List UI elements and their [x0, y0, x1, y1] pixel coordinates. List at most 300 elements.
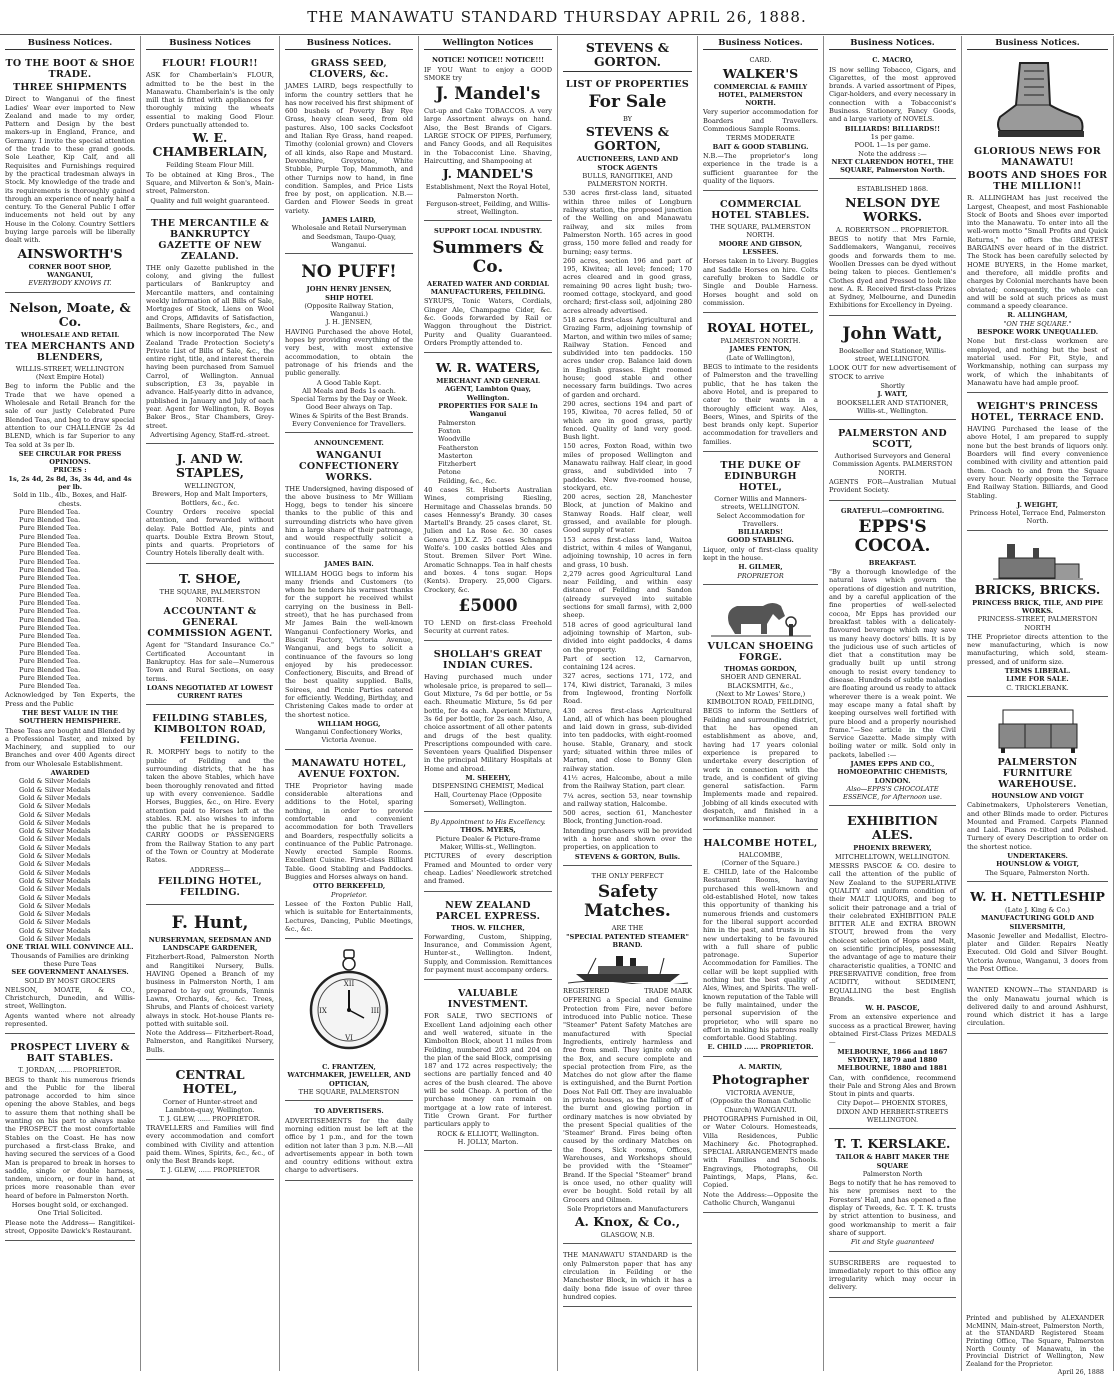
ad-ack: Acknowledged by Ten Experts, the Press and the Public [5, 691, 135, 708]
list-item: 260 acres, section 196 and part of 195, Kiwitea; all level; fenced; 170 acres cleared and in good grass, remaining 90 acres light bush; two-roomed cottage, stockyard, and good orchard; first-class soil, adjoining 280 acres already advertised. [563, 256, 692, 315]
list-item: Gold & Silver Medals [19, 918, 91, 927]
svg-text:III: III [370, 1007, 380, 1016]
ad-body: R. MORPHY begs to notify to the public of Feilding and the surrounding districts, that he has taken the above Stables, which have been thoroughly renovated and fitted up with every convenience. Saddle Horses, Buggies, &c., on Hire. Every attention paid to Horses left at the stables. R.M. also wishes to inform the public that he is prepared to CARRY GOODS or PASSENGERS from the Railway Station to any part of the Town or Country at Moderate Rates. [146, 748, 274, 865]
ad-epps-cocoa [829, 504, 956, 807]
ad-title: EPPS'S COCOA. [854, 516, 931, 556]
ad-john-watt [829, 319, 956, 420]
list-item: Gold & Silver Medals [19, 785, 91, 794]
ad-body: THE Proprietor directs attention to the new manufacturing, which is now manufacturing, which sold, steam-pressed, and of uniform size. [967, 632, 1108, 666]
ad-name: H. GILMER, [738, 563, 783, 572]
ad-agents: AGENTS FOR—Australian Mutual Provident Society. [829, 477, 956, 495]
ad-address: Please note the Address— Rangitikei-street, Opposite Dawick's Restaurant. [5, 1218, 135, 1235]
ad-role: PROPRIETOR [737, 571, 784, 580]
column-4 [419, 36, 558, 1371]
ad-liquor: Liquor, only of first-class quality kept in the house. [703, 545, 818, 563]
ad-sub: BREAKFAST. [868, 558, 917, 567]
ad-owner: T. J. GLEW, ...... PROPRIETOR. [159, 1114, 261, 1123]
list-item: Pure Blended Tea. [19, 532, 81, 541]
ad-body: SUBSCRIBERS are requested to immediately report to this office any irregularity which may occur in delivery. [829, 1258, 956, 1292]
ad-medals: MELBOURNE, 1866 and 1867 SYDNEY, 1879 and 1880 MELBOURNE, 1880 and 1881 [837, 1047, 948, 1073]
ad-agents: Agents wanted where not already represented. [5, 1011, 135, 1028]
ad-body: PICTURES of every description Framed and Mounted to order very cheap. Ladies' Needlework stretched and framed. [424, 852, 552, 886]
list-item: Pure Blended Tea. [19, 615, 81, 624]
list-item: Part of section 12, Carnarvon, containing 124 acres. [563, 654, 692, 672]
ad-quality: Quality and full weight guaranteed. [150, 196, 270, 205]
ad-tagline: EVERYBODY KNOWS IT. [28, 279, 112, 288]
list-item: Gold & Silver Medals [19, 876, 91, 885]
ad-body: Authorised Surveyors and General Commission Agents. PALMERSTON NORTH. [832, 452, 953, 477]
ad-ann: ANNOUNCEMENT. [314, 439, 384, 448]
ad-name: THOS. W. FILCHER, [451, 923, 525, 932]
list-item: Pure Blended Tea. [19, 516, 81, 525]
ad-stock: 40 cases St. Huberts Australian Wines, comprising Riesling, Hermitage and Chasselas brands. 50 cases Hennessy's Brandy. 30 cases Martell's Brandy. 25 cases claret, St. Julien and La Rose &c. 30 cases Geneva J.D.K.Z. 25 cases Schnapps Wolfe's. 100 casks bottled Ales and Stout. Bremen Silver Port Wine. Aromatic Schnapps. Tea in half chests and boxes. 4 tons sugar. Hops (Kents). Drapery. 25,000 Cigars. Crockery, &c. [424, 485, 552, 594]
ad-nettleship [967, 885, 1108, 979]
trade-mark-row [563, 987, 692, 995]
ad-body: Beg to inform the Public and the Trade that we have opened a Wholesale and Retail Branch for the sale of our justly Celebrated Pure Blended Teas, and beg to draw special attention to our CHALLENGE 2s 4d BLEND, which is far Superior to any Tea sold at 3s per lb. [5, 382, 135, 449]
ad-grass-seed [285, 53, 413, 254]
ad-title: MANAWATU HOTEL, AVENUE FOXTON. [291, 757, 407, 780]
list-item: Gold & Silver Medals [19, 810, 91, 819]
ad-lend: TO LEND on first-class Freehold Security at current rates. [424, 618, 552, 636]
ad-stabling: BAIT & GOOD STABLING. [712, 142, 809, 151]
list-item: Gold & Silver Medals [19, 926, 91, 935]
ad-mandel [424, 53, 552, 221]
list-item: Petone [438, 468, 461, 477]
ad-sign2: H. JOLLY, Marton. [457, 1137, 519, 1146]
ad-see: SEE CIRCULAR FOR PRESS OPINIONS. [18, 449, 122, 467]
ad-obtain: To be obtained at King Bros., The Square, and Milverton & Son's, Main-street, Palmerston. [146, 170, 274, 196]
ad-staples [146, 447, 274, 564]
ad-body: Fitzherbert-Road, Palmerston North and Rangitikei Nursery, Bulls. HAVING Opened a Branch of my business in Palmerston North, I am prepared to lay out grounds, Tennis Lawns, Orchards, &c., &c. Trees, Shrubs, and Plants of choicest variety always in stock. Hot-house Plants re-potted with suitable soil. [146, 953, 274, 1028]
ad-pre: THE ONLY PERFECT [591, 871, 664, 880]
ad-body: WANTED KNOWN—The STANDARD is the only Manawatu journal which is delivered daily to and around Ashhurst, round which district it has a large circulation. [967, 986, 1108, 1028]
list-item: Pure Blended Tea. [19, 599, 81, 608]
ad-sign: ROCK & ELLIOTT, Wellington. [436, 1129, 540, 1138]
ad-name: WALKER'S [722, 65, 799, 81]
list-item: 500 acres, section 61, Manchester Block, fronting Junction-road. [563, 809, 692, 826]
ad-duke-hotel [703, 455, 818, 585]
list-item: Pure Blended Tea. [19, 607, 81, 616]
ad-tshoe [146, 567, 274, 706]
masthead [0, 0, 1114, 35]
ad-fit: Fit and Style guaranteed [850, 1238, 935, 1247]
ad-late: (Late of Wellington), [726, 353, 795, 362]
medal-list [5, 777, 135, 943]
ad-firm: STEVENS & GORTON, [585, 124, 670, 154]
list-item: Pure Blended Tea. [19, 507, 81, 516]
ad-opp: (Opposite the Roman Catholic Church) WANGANUI. [710, 1097, 811, 1114]
column-8 [962, 36, 1114, 1371]
ad-registered: REGISTERED [563, 987, 610, 996]
ad-title: PALMERSTON AND SCOTT, [838, 428, 947, 451]
ad-subtitle: THREE SHIPMENTS [12, 82, 128, 94]
ad-name: J. Mandel's [435, 84, 541, 105]
ad-note: Note the address :— [858, 149, 927, 158]
ad-body2: None but first-class workmen are employed, and nothing but the best of material used. For Fit, Style, and Workmanship, nothing can surpass my work, of which the inhabitants of Manawatu have had ample proof. [967, 337, 1108, 387]
ad-trial: ONE TRIAL WILL CONVINCE ALL. [6, 943, 134, 952]
list-item: 153 acres first-class land, Waitoa district, within 4 miles of Wanganui, adjoining township, 10 acres in fern and grass, 10 bush. [563, 535, 692, 569]
ad-place: WELLINGTON, [184, 482, 236, 491]
list-item: Gold & Silver Medals [19, 802, 91, 811]
ad-title: FEILDING STABLES, KIMBOLTON ROAD, FEILDING. [152, 713, 268, 747]
ad-places: BULLS, RANGITIKEI, AND PALMERSTON NORTH. [582, 171, 673, 189]
ad-loc: Palmerston North [862, 1169, 923, 1178]
ad-loc: The Square, Palmerston North. [985, 868, 1090, 877]
ad-name: THOMAS GORDON, [724, 664, 797, 673]
ad-title: T. SHOE, [179, 570, 241, 586]
ad-boots: BOOTS AND SHOES FOR THE MILLION!! [967, 170, 1108, 193]
ad-sold-by: SOLD BY MOST GROCERS [24, 976, 116, 985]
ad-list-title: LIST OF PROPERTIES [565, 79, 690, 90]
ad-also: Also—EPPS'S CHOCOLATE ESSENCE, for Afternoon use. [843, 784, 942, 802]
ad-addr: ADDRESS— [189, 865, 231, 874]
ad-analysis: SEE GOVERNMENT ANALYSES. [11, 968, 129, 977]
list-item: 7¼ acres, section 53, near township and railway station, Halcombe. [563, 791, 692, 808]
ad-hotel: FEILDING HOTEL, FEILDING. [158, 875, 262, 898]
list-item: Pure Blended Tea. [19, 648, 81, 657]
ad-central-hotel [146, 1063, 274, 1180]
ad-title: ROYAL HOTEL, [707, 320, 814, 336]
ad-title: PROSPECT LIVERY & BAIT STABLES. [10, 1042, 130, 1065]
ad-body2: WILLIAM HOGG begs to inform his many friends and Customers (to whom he tenders his warmest thanks for the support he received whilst carrying on the business in Bell-street), that he has purchased from Mr James Bain the well-known Wanganui Confectionery Works, and Biscuit Factory, Victoria Avenue, Wanganui, and begs to solicit a continuance of the favours so long enjoyed by his predecessor. Confectionery, Biscuits, and Bread of the best quality supplied. Balls, Soirees, and Picnic Parties catered for efficiently. Wedding, Birthday, and Christening Cakes made to order at the shortest notice. [285, 569, 413, 719]
ad-title: THE DUKE OF EDINBURGH HOTEL, [720, 459, 801, 493]
ad-loc: Corner Willis and Manners-streets, WELLINGTON. [714, 494, 807, 512]
ad-undertakers: UNDERTAKERS. [1007, 852, 1068, 861]
list-item: Pure Blended Tea. [19, 574, 81, 583]
ad-body: R. ALLINGHAM has just received the Largest, Cheapest, and most Fashionable Stock of Boots and Shoes ever imported into the Manawatu. To enter into all the well-worn motto "Small Profits and Quick Returns," he offers the GREATEST BARGAINS ever heard of in the district. The Stock has been carefully selected by HOME BUYERS, in the Home market, and therefore, all middle profits and charges by Colonial merchants have been obviated; consequently, the whole can and will be sold at such prices as must command a speedy clearance. [967, 194, 1108, 311]
ad-shortly: Shortly [880, 381, 905, 390]
ad-owner2: T. J. GLEW, ...... PROPRIETOR [160, 1166, 260, 1175]
list-item: 518 acres first-class Agricultural and Grazing Farm, adjoining township of Marton, and within two miles of same; Railway Station. Fenced and subdivided into ten paddocks. 150 acres under crop. Balance laid down in English grasses. Eight roomed house; good stable and other necessary farm buildings. Two acres of garden and orchard. [563, 315, 692, 399]
svg-text:VI: VI [345, 1034, 353, 1043]
ad-loc: "ON THE SQUARE." [1003, 319, 1072, 328]
svg-text:IX: IX [319, 1007, 327, 1016]
ad-shop-name: AINSWORTH'S [17, 245, 123, 261]
ad-notice: NOTICE! NOTICE!! NOTICE!!! [431, 56, 545, 65]
ad-special: Special Terms by the Day or Week. [290, 395, 408, 404]
ad-lead: By Appointment to His Excellency. [430, 818, 546, 827]
ad-name: W. E. CHAMBERLAIN, [152, 130, 268, 160]
ad-lime: LIME FOR SALE. [1006, 675, 1069, 684]
ad-sign: W. H. PASCOE, [865, 1004, 920, 1013]
ad-furniture [967, 700, 1108, 882]
ad-body: TRAVELLERS and Families will find every accommodation and comfort combined with Civility and attention paid them. Wines, Spirits, &c., &c., of only the Best Brands kept. [146, 1123, 274, 1166]
list-item: 200 acres, section 28, Manchester Block, at junction of Makino and Stanway Roads. Half clear, well grassed, and available for plough. Good supply of water. [563, 493, 692, 535]
ad-shollah [424, 644, 552, 812]
list-item: 530 acres first-class land, situated within three miles of Longburn railway station, the proposed junction of the Welling on and Manawatu railway, and six miles from Palmerston North. 165 acres in good grass, 150 more felled and ready for burning; easy terms. [563, 189, 692, 256]
ad-title: THE MERCANTILE & BANKRUPTCY GAZETTE OF NEW ZEALAND. [151, 217, 269, 262]
ad-can: Can, with confidence, recommend their Pale and Strong Ales and Brown Stout in pints and quarts. [829, 1073, 956, 1099]
ad-beer: Good Beer always on Tap. [305, 403, 393, 412]
list-item: Pure Blended Tea. [19, 673, 81, 682]
ad-sign2: BOOKSELLER AND STATIONER, Willis-st., Wellington. [836, 398, 949, 415]
list-item: Pure Blended Tea. [19, 665, 81, 674]
list-item: Pure Blended Tea. [19, 565, 81, 574]
list-item: Pure Blended Tea. [19, 657, 81, 666]
ad-name: C. MACRO, [872, 56, 913, 65]
list-item: Pure Blended Tea. [19, 632, 81, 641]
ad-terms: TERMS LIBERAL. [1004, 667, 1071, 676]
ad-name: M. SHEEHY, [465, 774, 511, 782]
list-item: Gold & Silver Medals [19, 852, 91, 861]
ad-title: J. AND W. STAPLES, [176, 451, 244, 481]
ad-body: "By a thorough knowledge of the natural laws which govern the operations of digestion and nutrition, and by a careful application of the fine properties of well-selected cocoa, Mr Epps has provided our breakfast tables with a delicately-flavoured beverage which may save us many heavy doctors' bills. It is by the judicious use of such articles of diet that a constitution may be gradually built up until strong enough to resist every tendency to disease. Hundreds of subtle maladies are floating around us ready to attack wherever there is a weak point. We may escape many a fatal shaft by keeping ourselves well fortified with pure blood and a properly nourished frame."—See article in the Civil Service Gazette. Made simply with boiling water or milk. Sold only in packets, labelled :— [829, 568, 956, 759]
ad-wanted [967, 982, 1108, 1033]
ad-terms: TERMS MODERATE [726, 134, 795, 143]
list-item: Gold & Silver Medals [19, 885, 91, 894]
ad-parcel-express [424, 895, 552, 981]
ad-body: BEGS to notify that Mrs Farnie, Saddlemakers, Wanganui, receives goods and forwards them to me. Woollen Dresses can be dyed without being taken to pieces. Gentlemen's Clothes dyed and Pressed to look like new. A. R. Received first-class Prizes at Sydney, Melbourne, and Dunedin Exhibitions for Excellency in Dyeing. [829, 235, 956, 310]
list-item: Pure Blended Tea. [19, 682, 81, 691]
ad-trial: One Trial Solicited. [37, 1209, 103, 1218]
steamship-icon [568, 952, 688, 984]
column-header: Wellington Notices [424, 39, 552, 50]
list-item: Gold & Silver Medals [19, 868, 91, 877]
ad-allingham [967, 53, 1108, 393]
ad-body: Direct to Wanganui of the finest Ladies' Wear ever imported to New Zealand and made to my order, Pattern and Design by the best makers-up in England, France, and Germany. I invite the special attention of the trade to these grand goods. Sole Leather, Kip Calf, and all Requisites and Furnishings required by the practical tradesman always in Stock. My knowledge of the trade and its requirements is thoroughly gained through an experience of nearly half a century. To the General Public I offer inducements not held out by any House in the Colony. Country Settlers buying large parcels will be liberally dealt with. [5, 95, 135, 245]
ad-title: TO THE BOOT & SHOE TRADE. [5, 58, 135, 81]
ad-name: JAMES FENTON, [729, 345, 792, 354]
ad-tea [5, 296, 135, 1035]
ad-wines: Wines & Spirits of the Best Brands. Every Convenience for Travellers. [289, 411, 409, 428]
imprint [966, 1314, 1104, 1377]
tea-list [5, 508, 135, 691]
ad-royal-hotel [703, 316, 818, 452]
ad-body: Agent for "Standard Insurance Co." Certificated Accountant in Bankruptcy. Has for sale—Numerous Town and Rural Sections, on easy terms. [146, 641, 274, 683]
ad-body: ADVERTISEMENTS for the daily morning edition must be left at the office by 1 p.m., and for the town edition not later than 3 p.m. N.B.—All advertisements appear in both town and country editions without extra charge to advertisers. [285, 1116, 413, 1175]
column-header: Business Notices. [829, 39, 956, 50]
list-item: 518 acres of good agricultural land adjoining township of Marton, sub-divided into eight paddocks, 4 dams on the property. [563, 620, 692, 654]
column-1 [0, 36, 141, 1371]
ad-support: SUPPORT LOCAL INDUSTRY. [433, 227, 543, 236]
ad-body: SYRUPS, Tonic Waters, Cordials, Ginger Ale, Champagne Cider, &c. &c. Goods forwarded by Rail or Waggon throughout the District. Purity and Quality Guaranteed. Orders Promptly attended to. [424, 297, 552, 347]
list-item: 327 acres, sections 171, 172, and 174, Kiwi district, Taranaki, 3 miles from Inglewood, fronting Norfolk Road. [563, 672, 692, 706]
list-item: Pure Blended Tea. [19, 541, 81, 550]
ad-lead: IF YOU Want to enjoy a GOOD SMOKE try [424, 65, 552, 82]
ad-by: BY [622, 115, 633, 123]
ad-are: ARE THE [611, 924, 644, 933]
ad-body: BEGS to intimate to the residents of Palmerston and the travelling public, that he has taken the above Hotel, and is prepared to cater to their wants in a thoroughly efficient way. Ales, Beers, Wines, and Spirits of the best brands only kept. Superior accommodation for travellers and families. [703, 363, 818, 446]
column-2 [141, 36, 280, 1371]
list-item: Pure Blended Tea. [19, 640, 81, 649]
ad-best: THE BEST VALUE IN THE SOUTHERN HEMISPHERE. [19, 709, 121, 726]
ad-title: FLOUR! FLOUR!! [162, 58, 258, 70]
ad-body: Masonic Jeweller and Medallist, Electro-plater and Gilder. Repairs Neatly Executed. Old Gold and Silver Bought. Victoria Avenue, Wanganui, 3 doors from the Post Office. [967, 931, 1108, 973]
ad-loans: LOANS NEGOTIATED AT LOWEST CURRENT RATES [146, 683, 274, 701]
ad-shop: SHIP HOTEL [325, 293, 373, 302]
list-item: Gold & Silver Medals [19, 827, 91, 836]
ad-place: THE SQUARE, PALMERSTON NORTH. [159, 587, 261, 605]
ad-subscribers [829, 1255, 956, 1298]
ad-macro [829, 53, 956, 179]
ad-desc: WATCHMAKER, JEWELLER, AND OPTICIAN, [287, 1071, 411, 1088]
ad-late: (Next to Mr Lowes' Store,) [715, 689, 806, 698]
ad-role: AUCTIONEERS, LAND AND STOCK AGENTS [576, 155, 679, 172]
list-item: Gold & Silver Medals [19, 901, 91, 910]
ad-agent: Advertising Agency, Staff-rd.-street. [150, 430, 270, 439]
ad-name: C. FRANTZEN, [322, 1063, 376, 1072]
masthead-title: THE MANAWATU STANDARD THURSDAY APRIL 26, 1888. [307, 8, 807, 26]
ad-body: E. CHILD, late of the Halcombe Restaurant Rooms, having purchased this well-known and old-established Hotel, now takes this opportunity of thanking his numerous friends and customers for the liberal support accorded him in the past, and trusts in his new undertaking to be favoured with a full share of public patronage. Superior Accommodation for Families. The cellar will be kept supplied with nothing but the best quality of Ales, Wines, and Spirits. The well-known reputation of the Table will be fully maintained, under the personal supervision of the proprietor, who will spare no effort in making his patrons really comfortable. Good Stabling. [703, 868, 818, 1043]
column-3 [280, 36, 419, 1371]
ad-sign3: Wanganui Confectionery Works, Victoria Avenue. [295, 728, 403, 745]
ad-title: WANGANUI CONFECTIONERY WORKS. [298, 449, 400, 483]
ad-loc: VICTORIA AVENUE, [726, 1089, 795, 1098]
ad-title: GRASS SEED, CLOVERS, &c. [309, 58, 389, 81]
list-item: Feilding, &c., &c. [438, 476, 497, 485]
ad-note: Note the Address— Fitzherbert-Road, Palmerston, and Rangitikei Nursery, Bulls. [146, 1029, 274, 1054]
ad-name: John Watt, [842, 323, 943, 344]
ad-title: NEW ZEALAND PARCEL EXPRESS. [435, 899, 541, 922]
ad-name: W. H. NETTLESHIP [970, 888, 1105, 904]
sideboard-icon [993, 706, 1083, 754]
ad-body: Cabinetmakers, Upholsterers Venetian, and other Blinds made to order. Pictures Mounted and Framed. Carpets Planned and Laid. Pianos re-tilted and Polished. Turnery of every Description to order on the shortest notice. [967, 801, 1108, 851]
ad-addr: NEXT CLARENDON HOTEL, THE SQUARE, Palmerston North. [831, 157, 954, 175]
list-item: Palmerston [438, 418, 476, 427]
list-item: Gold & Silver Medals [19, 843, 91, 852]
ad-card: CARD. [749, 56, 772, 65]
ad-firm: HOUNSLOW AND VOIGT [991, 791, 1084, 800]
ad-thousands: Thousands of Families are drinking these Pure Teas [10, 951, 130, 968]
ad-name: THOS. MYERS, [460, 826, 516, 835]
list-item: Gold & Silver Medals [19, 818, 91, 827]
ad-dye-works [829, 182, 956, 315]
ad-desc: Wholesale and Retail Nurseryman and Seedsman, Taupo-Quay, Wanganui. [291, 224, 407, 249]
ad-loc: HALCOMBE, [738, 850, 783, 859]
ad-body: JAMES LAIRD, begs respectfully to inform the country settlers that he has now received his first shipment of 600 bushels of Poverty Bay Rye Grass, heavy clean seed, from old pastures. Also, 100 sacks Cocksfoot and Italian Rye Grass, hand reaped. Timothy (colonial grown) and Clovers of all kinds, also Rape and Mustard. Devonshire, Greystone, White Stubble, Purple Top, Mammoth, and other Turnips now to hand, in fine condition. Samples, and Price Lists free by post, on application. N.B.—Garden and Flower Seeds in great variety. [285, 82, 413, 215]
ad-body: Horses taken in to Livery. Buggies and Saddle Horses on hire. Colts carefully broken to Saddle or Single and Double Harness. Horses bought and sold on commission. [703, 257, 818, 307]
svg-text:XII: XII [343, 980, 355, 989]
ad-gazette [146, 213, 274, 444]
ad-look: LOOK OUT for new advertisement of STOCK to arrive [829, 364, 956, 381]
ad-name2: J. H. JENSEN, [325, 318, 373, 327]
ad-name: A. MARTIN, [738, 1062, 783, 1071]
pocket-watch-icon [308, 948, 390, 1060]
brick-kiln-icon [993, 540, 1083, 580]
ad-body: HAVING Purchased the lease of the above Hotel, I am prepared to supply none but the best brands of liquors only. Boarders will find every convenience combined with civility and attention paid them. Coach to and from the Square every hour. Nearly opposite the Terrace End Railway Station. Billiards, and Good Stabling. [967, 425, 1108, 500]
ad-loc: Princess Hotel, Terrace End, Palmerston North. [969, 509, 1106, 526]
ad-intending: Intending purchasers will be provided with a horse and shown over the properties, on application to [563, 826, 692, 852]
ad-martin [703, 1060, 818, 1213]
ad-branches: NELSON, MOATE, & CO., Christchurch, Dunedin, and Willis-street, Wellington. [5, 985, 135, 1011]
ad-name: JAMES LAIRD, [322, 216, 376, 225]
ad-sold: Sold in 1lb., 4lb., Boxes, and Half-chests. [13, 491, 127, 508]
ad-body: Country Orders receive special attention, and forwarded without delay. Pale Bottled Ale, pints and quarts. Double Extra Brown Stout, pints and quarts. Proprietors of Country Hotels liberally dealt with. [146, 507, 274, 558]
ad-boot-trade [5, 53, 135, 292]
list-item: Featherston [438, 443, 479, 452]
ad-title: TO ADVERTISERS. [314, 1107, 384, 1116]
ad-title: EXHIBITION ALES. [847, 813, 938, 843]
ad-body: Forwarding, Custom, Shipping, Insurance, and Commission Agent, Hunter-st., Wellington. Indent, Supply, and Commission. Remittances for payment must accompany orders. [424, 932, 552, 975]
ad-no-puff [285, 257, 413, 433]
ad-title: VULCAN SHOEING FORGE. [707, 640, 814, 663]
list-item: Gold & Silver Medals [19, 835, 91, 844]
ad-body: THE MANAWATU STANDARD is the only Palmerston paper that has any circulation in Feilding or the Manchester Block, in which it has a daily bona fide issue of over three hundred copies. [563, 1251, 692, 1301]
ad-body: THE Proprietor having made considerable alterations and additions to the Hotel, sparing nothing, in order to provide comfortable and convenient accommodation for both Travellers and Boarders, respectfully solicits a continuance of the Public Patronage. Newly erected Sample Rooms. Excellent Cuisine. First-class Billiard Table. Good Stabling and Paddocks. Buggies and Horses always on hand. [285, 781, 413, 882]
list-item: Gold & Silver Medals [19, 793, 91, 802]
ad-matches [563, 869, 692, 1245]
ad-desc: COMMERCIAL & FAMILY HOTEL, PALMERSTON NORTH. [713, 82, 808, 108]
ad-sign: JAMES BAIN. [324, 560, 374, 569]
ad-frantzen [285, 942, 413, 1101]
ad-loc: PRINCESS-STREET, PALMERSTON NORTH [977, 615, 1098, 632]
column-5 [558, 36, 698, 1371]
column-header: Business Notices. [967, 39, 1108, 50]
ad-prices: 1s, 2s 4d, 2s 8d, 3s, 3s 4d, and 4s per lb. [8, 474, 132, 491]
ad-bespoke: BESPOKE WORK UNEQUALLED. [976, 328, 1099, 337]
ad-desc: Brewers, Hop and Malt Importers, Bottlers, &c., &c. [152, 490, 268, 507]
ad-body: THE Undersigned, having disposed of the above business to Mr William Hogg, begs to tender his sincere thanks to the public of this and surrounding districts who have given him a large share of their patronage, and would respectfully solicit a continuance of the same for his successor. [285, 484, 413, 559]
ad-prices-heading: PRICES : [53, 466, 87, 475]
ad-table: A Good Table Kept. [316, 378, 382, 387]
list-item: Gold & Silver Medals [19, 860, 91, 869]
ad-loc: KIMBOLTON ROAD, FEILDING, [706, 698, 815, 707]
ad-bricks [967, 534, 1108, 697]
list-item: Gold & Silver Medals [19, 910, 91, 919]
list-item: 150 acres, Foxton Road, within two miles of proposed Wellington and Manawatu railway. Half clear, in good grass, and subdivided into 7 paddocks. New five-roomed house, stockyard, etc. [563, 442, 692, 492]
ad-title: SHOLLAH'S GREAT INDIAN CURES. [433, 649, 543, 672]
ad-title: BRICKS, BRICKS. [974, 581, 1101, 597]
ad-title: NELSON DYE WORKS. [845, 194, 940, 224]
ad-loc: (Opposite Railway Station, Wanganui.) [304, 301, 394, 319]
list-item: Fitzherbert [438, 460, 477, 469]
ad-note: Note the Address:—Opposite the Catholic Church, Wanganui [703, 1190, 818, 1207]
ad-title: PALMERSTON FURNITURE WAREHOUSE. [997, 756, 1078, 790]
ad-firm: Nelson, Moate, & Co. [9, 299, 131, 329]
ad-body: MESSRS PASCOE & CO. desire to call the attention of the public of New Zealand to the SUPERLATIVE QUALITY and uniform condition of their MALT LIQUORS, and beg to solicit their patronage and a trial of their celebrated EXHIBITION PALE BITTER ALE and EXTRA BROWN STOUT, brewed from the very choicest selection of Hops and Malt, on scientific principles, possessing the advantage of age to mature their characteristic qualities, a TONIC and PRESERVATIVE condition, free from ACIDITY, without SEDIMENT, EQUALLING the best English Brands. [829, 862, 956, 1003]
ad-awarded: AWARDED [50, 769, 90, 778]
column-header: Business Notices. [5, 39, 135, 50]
ad-myers [424, 815, 552, 891]
ad-role: Proprietor. [330, 890, 368, 899]
ad-loc: GLASGOW, N.B. [600, 1231, 655, 1240]
ad-maker: JAMES EPPS AND CO., HOMOEOPATHIC CHEMISTS, LONDON. [837, 760, 948, 785]
ad-hunt [146, 908, 274, 1060]
ad-sub: Corner of Hunter-street and Lambton-quay, Wellington. [162, 1098, 258, 1115]
ad-for-sale: For Sale [588, 92, 667, 112]
ad-glorious: GLORIOUS NEWS FOR MANAWATU! [974, 146, 1101, 169]
ad-props: PROPERTIES FOR SALE In Wanganui [438, 402, 538, 419]
list-item: Pure Blended Tea. [19, 590, 81, 599]
ad-title: CENTRAL HOTEL, [175, 1067, 245, 1097]
ad-stevens-gorton [563, 74, 692, 866]
ad-walkers [703, 53, 818, 191]
ad-desc: MANUFACTURING GOLD AND SILVERSMITH, [981, 914, 1094, 931]
ad-weight-hotel [967, 396, 1108, 531]
ad-kerslake [829, 1132, 956, 1251]
ad-depot: City Depot— PHOENIX STORES, DIXON AND HERBERT-STREETS WELLINGTON. [836, 1099, 949, 1124]
ad-loc: MITCHELLTOWN, WELLINGTON. [835, 852, 950, 861]
ad-brand: "SPECIAL PATENTED STEAMER" BRAND. [566, 932, 689, 949]
ad-owner: T. JORDAN, ...... PROPRIETOR. [18, 1066, 122, 1075]
ad-owner: A. ROBERTSON ... PROPRIETOR. [836, 225, 949, 234]
ad-est: ESTABLISHED 1868. [856, 185, 929, 194]
list-item: 430 acres first-class Agricultural Land, all of which has been ploughed and laid down in grass, sub-divided into ten paddocks, with eight-roomed house. Stable, Granary, and stock yard; situated within three miles of Marton, and close to Bonny Glen railway station. [563, 706, 692, 773]
ad-name: W. R. WATERS, [435, 360, 541, 376]
ad-name: T. T. KERSLAKE. [834, 1136, 951, 1152]
ad-desc: AERATED WATER AND CORDIAL MANUFACTURERS, FEILDING. [427, 279, 549, 297]
ad-addr: Establishment, Next the Royal Hotel, Palmerston North. [425, 183, 551, 200]
ad-shop-address: CORNER BOOT SHOP, WANGANUI, [28, 262, 112, 279]
ad-title: VALUABLE INVESTMENT. [447, 988, 529, 1011]
ad-halcombe-hotel [703, 833, 818, 1057]
ad-body: IS now selling Tobacco, Cigars, and Cigarettes, of the most approved brands. A varied assortment of Pipes, Cigar-holders, and every necessary in connection with a Tobacconist's Business. Stationery, Fancy Goods, and a large variety of NOVELS. [829, 65, 956, 124]
list-item: 41½ acres, Halcombe, about a mile from the Railway Station, part clear. [563, 773, 692, 791]
ad-role: ACCOUNTANT & GENERAL COMMISSION AGENT. [147, 606, 273, 640]
ad-brewery: PHOENIX BREWERY, [853, 844, 932, 853]
ad-sub2: TEA MERCHANTS AND BLENDERS, [5, 340, 135, 363]
ad-feilding-stables [146, 708, 274, 904]
